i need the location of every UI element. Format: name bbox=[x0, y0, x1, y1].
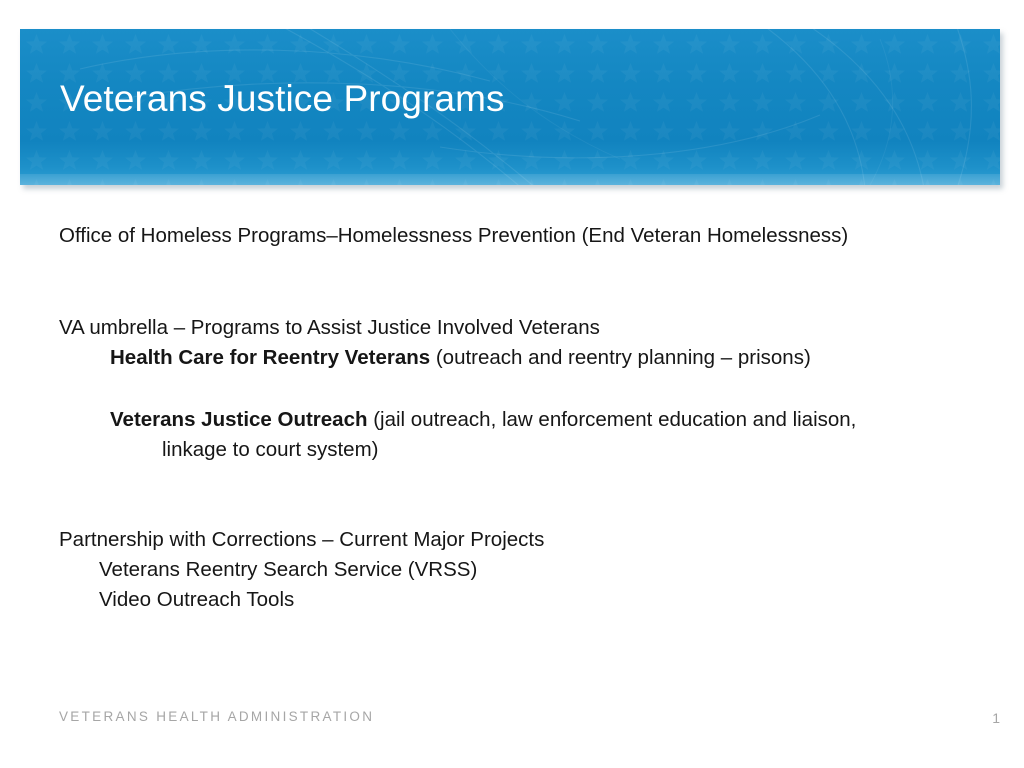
title-banner bbox=[20, 29, 1000, 185]
intro-paragraph: Office of Homeless Programs–Homelessness Prevention (End Veteran Homelessness) bbox=[59, 224, 849, 247]
spacer bbox=[59, 373, 989, 405]
hcrv-description: (outreach and reentry planning – prisons) bbox=[430, 346, 811, 369]
spacer bbox=[59, 251, 989, 313]
partnership-item: Veterans Reentry Search Service (VRSS) bbox=[99, 558, 478, 581]
hcrv-program-name: Health Care for Reentry Veterans bbox=[110, 346, 431, 369]
page-title: Veterans Justice Programs bbox=[60, 78, 505, 119]
page-number: 1 bbox=[992, 710, 1000, 726]
vjo-continuation-line: linkage to court system) bbox=[162, 438, 379, 461]
vjo-program-name: Veterans Justice Outreach bbox=[110, 408, 368, 431]
spacer bbox=[59, 465, 989, 525]
partnership-heading: Partnership with Corrections – Current Major Projects bbox=[59, 528, 545, 551]
vjo-line bbox=[59, 405, 989, 435]
partnership-item: Video Outreach Tools bbox=[99, 588, 295, 611]
hcrv-line bbox=[59, 343, 989, 373]
vjo-description: (jail outreach, law enforcement education and liaison, bbox=[367, 408, 857, 431]
umbrella-heading: VA umbrella – Programs to Assist Justice Involved Veterans bbox=[59, 316, 600, 339]
slide-body bbox=[59, 221, 989, 615]
banner-bottom-highlight bbox=[20, 174, 1000, 185]
footer-organization-label: VETERANS HEALTH ADMINISTRATION bbox=[59, 709, 375, 724]
